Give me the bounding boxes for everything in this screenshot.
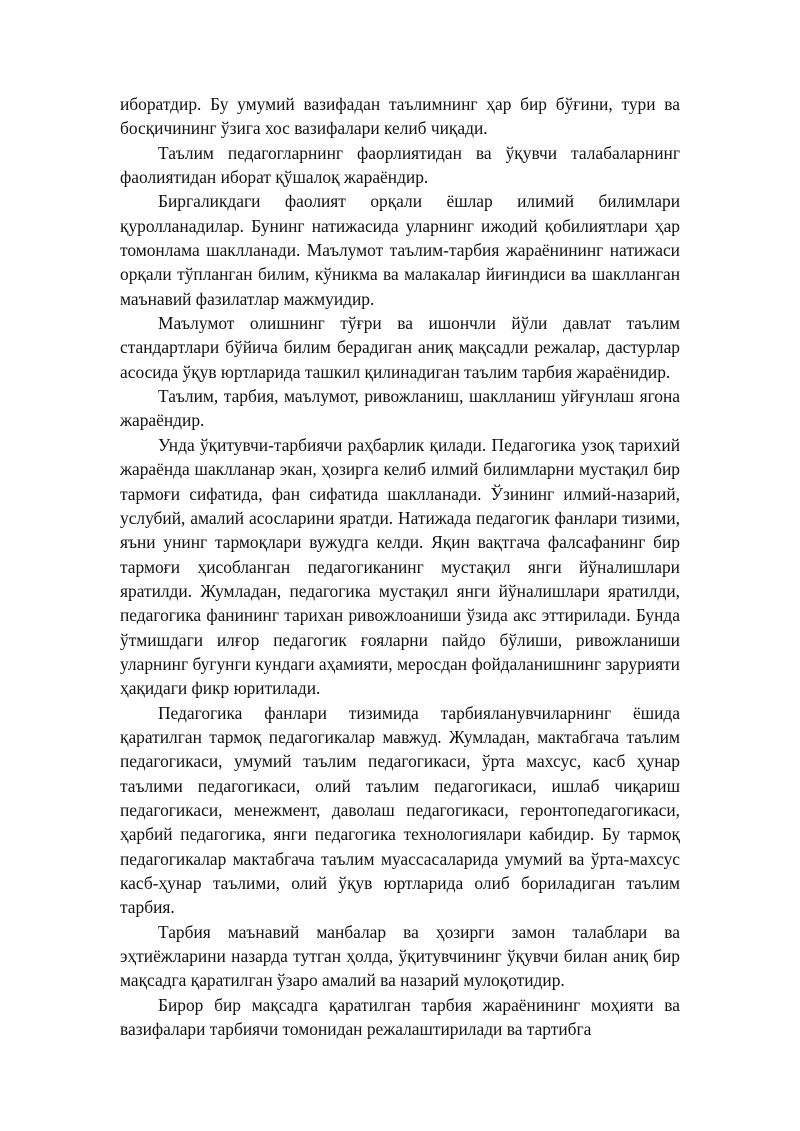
paragraph: Унда ўқитувчи-тарбиячи раҳбарлик қилади. Педагогика узоқ тарихий жараёнда шаклланар экан, ҳозирга келиб илмий билимларни мустақил бир тармоғи сифатида, фан сифатида шаклланади. Ўзининг илмий-назарий, услубий, амалий асосларини яратди. Натижада педагогик фанлари тизими, яъни унинг тармоқлари вужудга келди. Яқин вақтгача фалсафанинг бир тармоғи ҳисобланган педагогиканинг мустақил янги йўналишлари яратилди. Жумладан, педагогика мустақил янги йўналишлари яратилди, педагогика фанининг тарихан ривожлоаниши ўзида акс эттирилади. Бунда ўтмишдаги илғор педагогик ғояларни пайдо бўлиши, ривожланиши уларнинг бугунги кундаги аҳамияти, меросдан фойдаланишнинг зарурияти ҳақидаги фикр юритилади. — [120, 434, 680, 699]
document-page — [120, 92, 680, 1041]
paragraph: Бирор бир мақсадга қаратилган тарбия жараёнининг моҳияти ва вазифалари тарбиячи томонидан режалаштирилади ва тартибга — [120, 994, 680, 1040]
paragraph: Тарбия маънавий манбалар ва ҳозирги замон талаблари ва эҳтиёжларини назарда тутган ҳолда, ўқитувчининг ўқувчи билан аниқ бир мақсадга қаратилган ўзаро амалий ва назарий мулоқотидир. — [120, 921, 680, 991]
paragraph: Маълумот олишнинг тўғри ва ишончли йўли давлат таълим стандартлари бўйича билим берадиган аниқ мақсадли режалар, дастурлар асосида ўқув юртларида ташкил қилинадиган таълим тарбия жараёнидир. — [120, 313, 680, 382]
paragraph: Таълим педагогларнинг фаорлиятидан ва ўқувчи талабаларнинг фаолиятидан иборат қўшалоқ жараёндир. — [120, 142, 680, 188]
paragraph-continuation: иборатдир. Бу умумий вазифадан таълимнинг ҳар бир бўғини, тури ва босқичининг ўзига хос вазифалари келиб чиқади. — [120, 94, 680, 139]
paragraph: Педагогика фанлари тизимида тарбияланувчиларнинг ёшида қаратилган тармоқ педагогикалар мавжуд. Жумладан, мактабгача таълим педагогикаси, умумий таълим педагогикаси, ўрта махсус, касб ҳунар таълими педагогикаси, олий таълим педагогикаси, ишлаб чиқариш педагогикаси, менежмент, даволаш педагогикаси, геронтопедагогикаси, ҳарбий педагогика, янги педагогика технологиялари кабидир. Бу тармоқ педагогикалар мактабгача таълим муассасаларида умумий ва ўрта-махсус касб-ҳунар таълими, олий ўқув юртларида олиб бориладиган таълим тарбия. — [120, 702, 680, 918]
paragraph: Таълим, тарбия, маълумот, ривожланиш, шаклланиш уйғунлаш ягона жараёндир. — [120, 386, 680, 431]
paragraph: Биргаликдаги фаолият орқали ёшлар илимий билимлари қуролланадилар. Бунинг натижасида уларнинг ижодий қобилиятлари ҳар томонлама шаклланади. Маълумот таълим-тарбия жараёнининг натижаси орқали тўпланган билим, кўникма ва малакалар йиғиндиси ва шаклланган маънавий фазилатлар мажмуидир. — [120, 191, 680, 309]
